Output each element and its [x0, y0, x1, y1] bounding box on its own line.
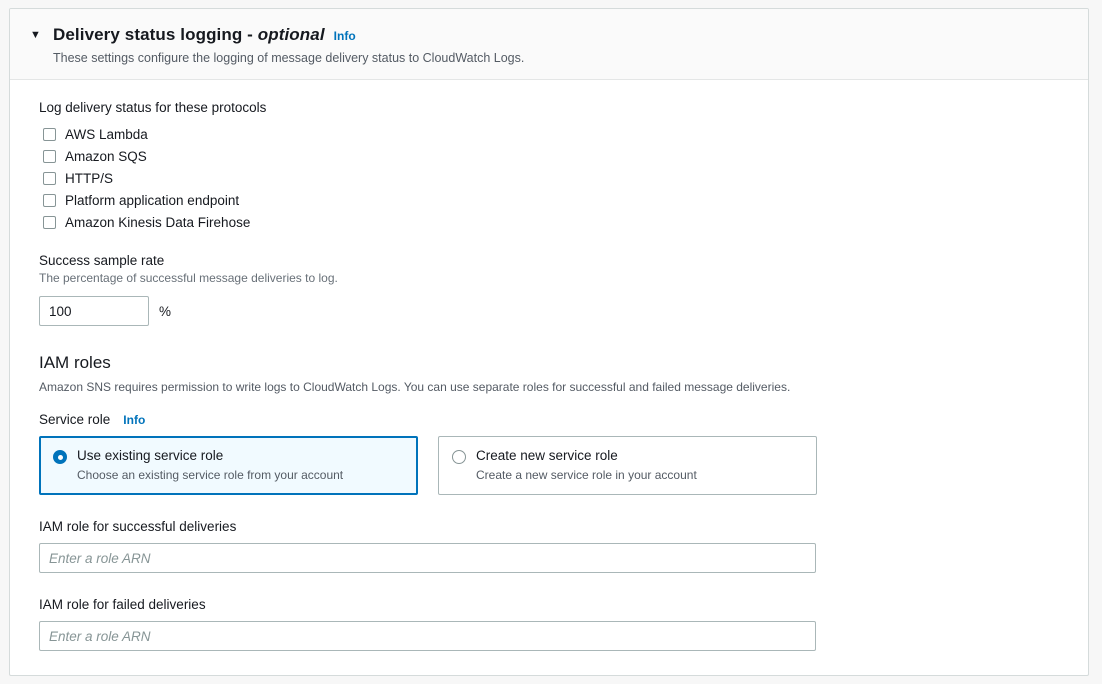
checkbox-aws-lambda[interactable] — [43, 128, 56, 141]
checkbox-platform-application-endpoint[interactable] — [43, 194, 56, 207]
collapse-caret-icon[interactable]: ▼ — [30, 29, 41, 41]
service-role-info-link[interactable]: Info — [123, 413, 146, 427]
failed-role-label: IAM role for failed deliveries — [39, 597, 206, 612]
spacer — [39, 233, 1068, 253]
header-info-link[interactable]: Info — [333, 29, 356, 43]
success-sample-rate-hint: The percentage of successful message deliveries to log. — [39, 271, 338, 285]
percent-symbol: % — [159, 303, 172, 319]
failed-role-block — [39, 597, 1068, 651]
radio-icon-unselected[interactable] — [452, 450, 466, 464]
tile-title: Use existing service role — [77, 448, 224, 463]
success-role-block — [39, 519, 1068, 573]
tile-text — [77, 448, 343, 482]
service-role-label: Service role — [39, 412, 111, 427]
success-sample-rate-input[interactable] — [39, 296, 149, 326]
service-role-options — [39, 436, 1068, 495]
success-role-label: IAM role for successful deliveries — [39, 519, 237, 534]
radio-icon-selected[interactable] — [53, 450, 67, 464]
iam-roles-description: Amazon SNS requires permission to write logs to CloudWatch Logs. You can use separate roles for successful and failed message deliveries. — [39, 380, 791, 394]
page-title — [53, 25, 325, 45]
list-item[interactable] — [39, 211, 1068, 233]
page-title-optional: optional — [257, 25, 325, 44]
service-role-row — [39, 412, 1068, 427]
radio-tile-create-new-service-role[interactable] — [438, 436, 817, 495]
checkbox-label[interactable]: HTTP/S — [65, 170, 114, 186]
page-title-text: Delivery status logging - — [53, 25, 258, 44]
panel-description: These settings configure the logging of message delivery status to CloudWatch Logs. — [53, 51, 525, 65]
panel-body — [10, 80, 1088, 661]
success-role-arn-input[interactable] — [39, 543, 816, 573]
protocols-label: Log delivery status for these protocols — [39, 100, 267, 115]
tile-subtitle: Create a new service role in your account — [476, 468, 697, 482]
list-item[interactable] — [39, 189, 1068, 211]
checkbox-amazon-kinesis-data-firehose[interactable] — [43, 216, 56, 229]
checkbox-label[interactable]: Amazon SQS — [65, 148, 147, 164]
radio-tile-use-existing-service-role[interactable] — [39, 436, 418, 495]
tile-subtitle: Choose an existing service role from your account — [77, 468, 344, 482]
delivery-status-logging-panel — [9, 8, 1089, 676]
tile-text — [476, 448, 697, 482]
panel-header — [10, 9, 1088, 80]
protocols-checkbox-list — [39, 123, 1068, 233]
header-row — [30, 25, 1068, 45]
success-sample-rate-label: Success sample rate — [39, 253, 165, 268]
failed-role-arn-input[interactable] — [39, 621, 816, 651]
list-item[interactable] — [39, 167, 1068, 189]
iam-roles-heading: IAM roles — [39, 353, 111, 372]
checkbox-https[interactable] — [43, 172, 56, 185]
list-item[interactable] — [39, 145, 1068, 167]
success-sample-rate-row — [39, 296, 1068, 326]
list-item[interactable] — [39, 123, 1068, 145]
checkbox-label[interactable]: Platform application endpoint — [65, 192, 240, 208]
checkbox-label[interactable]: AWS Lambda — [65, 126, 148, 142]
tile-title: Create new service role — [476, 448, 618, 463]
checkbox-amazon-sqs[interactable] — [43, 150, 56, 163]
checkbox-label[interactable]: Amazon Kinesis Data Firehose — [65, 214, 251, 230]
